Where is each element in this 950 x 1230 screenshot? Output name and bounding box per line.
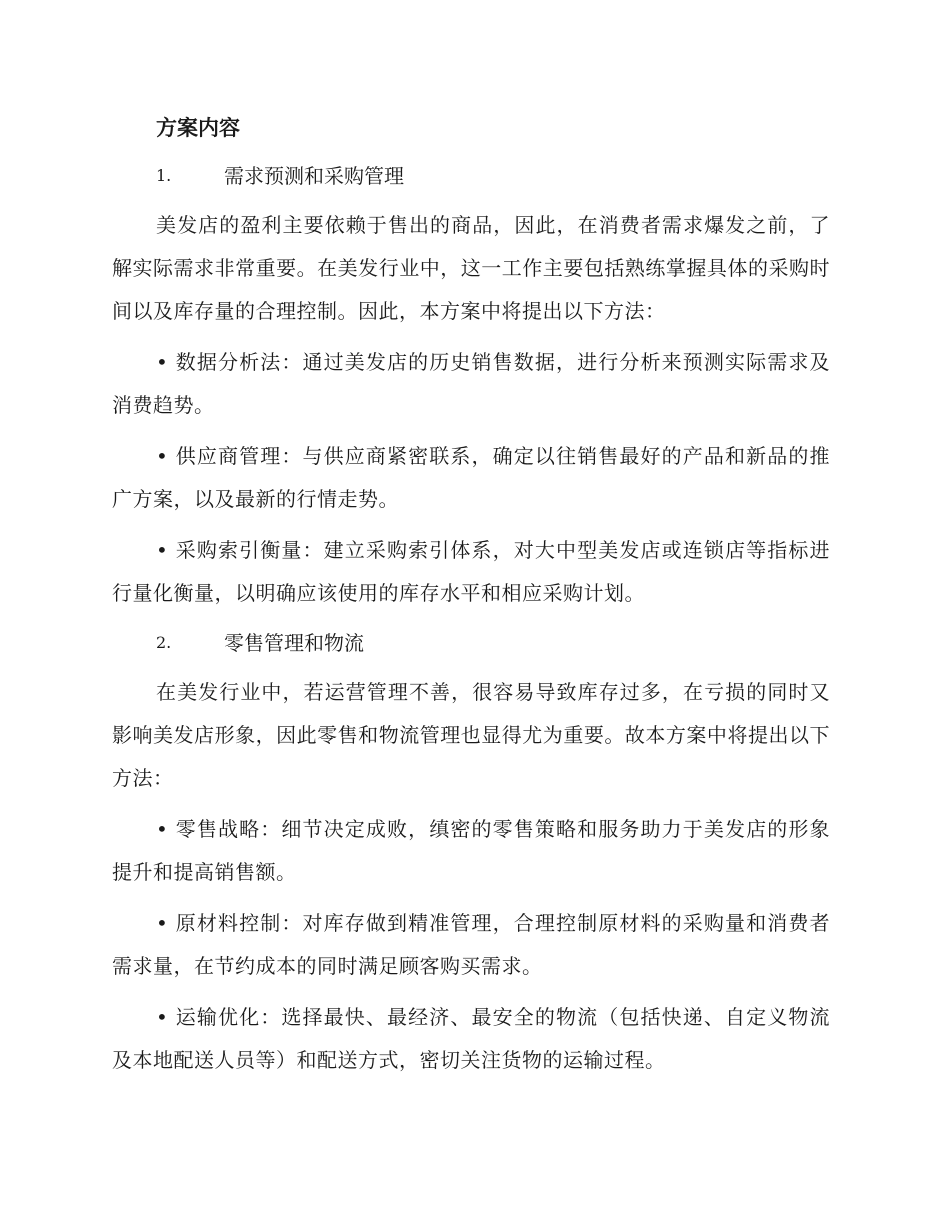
section-2-bullet-2: • 原材料控制：对库存做到精准管理，合理控制原材料的采购量和消费者需求量，在节约成本的同时满足顾客购买需求。 bbox=[112, 911, 830, 978]
section-1-intro: 美发店的盈利主要依赖于售出的商品，因此，在消费者需求爆发之前，了解实际需求非常重要。在美发行业中，这一工作主要包括熟练掌握具体的采购时间以及库存量的合理控制。因此，本方案中将提出以下方法： bbox=[112, 213, 830, 323]
section-1-title-row bbox=[156, 156, 830, 196]
section-2-title-row bbox=[156, 623, 830, 663]
section-1-bullet-3: • 采购索引衡量：建立采购索引体系，对大中型美发店或连锁店等指标进行量化衡量，以明确应该使用的库存水平和相应采购计划。 bbox=[112, 538, 830, 605]
section-2-bullet-1: • 零售战略：细节决定成败，缜密的零售策略和服务助力于美发店的形象提升和提高销售额。 bbox=[112, 817, 830, 884]
section-2-title: 零售管理和物流 bbox=[224, 631, 364, 655]
section-2-intro: 在美发行业中，若运营管理不善，很容易导致库存过多，在亏损的同时又影响美发店形象，因此零售和物流管理也显得尤为重要。故本方案中将提出以下方法： bbox=[112, 680, 830, 790]
document-page bbox=[112, 108, 830, 1090]
section-2-number: 2. bbox=[156, 633, 172, 652]
section-1-number: 1. bbox=[156, 166, 172, 185]
section-2-bullet-3: • 运输优化：选择最快、最经济、最安全的物流（包括快递、自定义物流及本地配送人员等）和配送方式，密切关注货物的运输过程。 bbox=[112, 1005, 830, 1072]
section-1-bullet-2: • 供应商管理：与供应商紧密联系，确定以往销售最好的产品和新品的推广方案，以及最新的行情走势。 bbox=[112, 444, 830, 511]
section-1-bullet-1: • 数据分析法：通过美发店的历史销售数据，进行分析来预测实际需求及消费趋势。 bbox=[112, 350, 830, 417]
document-heading: 方案内容 bbox=[156, 115, 240, 140]
section-1-title: 需求预测和采购管理 bbox=[224, 164, 404, 188]
